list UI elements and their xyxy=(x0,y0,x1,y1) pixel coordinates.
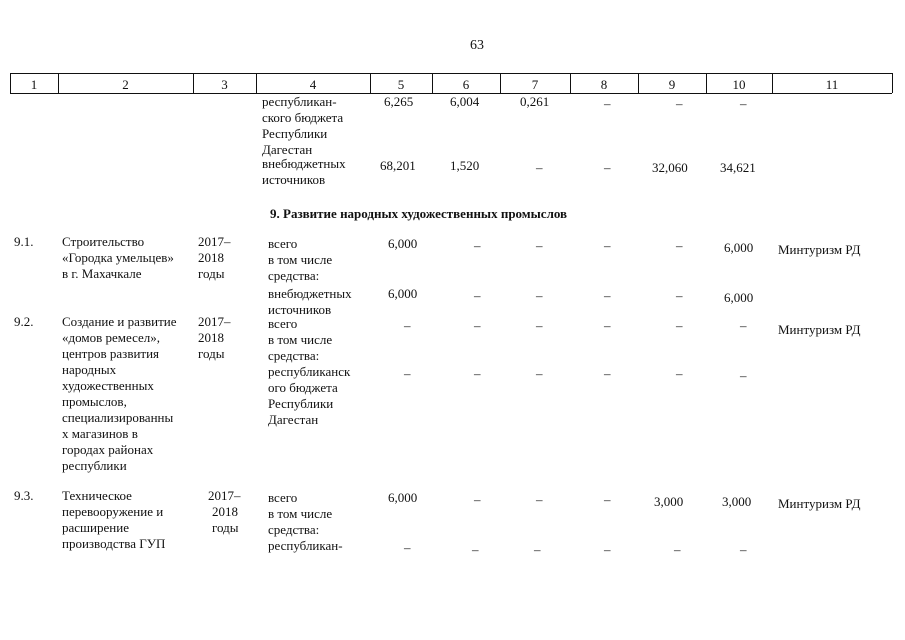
row-desc-line: республиканск xyxy=(268,364,351,379)
row-desc-line: в том числе xyxy=(268,252,333,267)
row-period-line: 2018 xyxy=(198,250,224,265)
row-desc-line: в том числе xyxy=(268,506,333,521)
col-divider xyxy=(892,73,893,93)
row-value: – xyxy=(676,318,683,333)
row-value: – xyxy=(474,318,481,333)
row-value: – xyxy=(740,368,747,383)
row-value: 6,000 xyxy=(724,240,754,255)
row-value: – xyxy=(536,492,543,507)
row-name-line: республики xyxy=(62,458,127,473)
row-desc-line: ого бюджета xyxy=(268,380,338,395)
row-period-line: 2017– xyxy=(198,314,231,329)
row-value: – xyxy=(604,366,611,381)
row-value: 6,000 xyxy=(388,490,418,505)
row-desc-line: средства: xyxy=(268,522,320,537)
row-value: 3,000 xyxy=(722,494,752,509)
row-executor: Минтуризм РД xyxy=(778,322,861,337)
row-desc-line: источников xyxy=(268,302,332,317)
carry-value: 68,201 xyxy=(380,158,416,173)
row-period-line: 2017– xyxy=(208,488,241,503)
page-number: 63 xyxy=(470,38,484,53)
row-name-line: перевооружение и xyxy=(62,504,164,519)
row-name-line: производства ГУП xyxy=(62,536,166,551)
row-name-line: народных xyxy=(62,362,117,377)
row-value: – xyxy=(604,542,611,557)
row-executor: Минтуризм РД xyxy=(778,242,861,257)
row-value: 6,000 xyxy=(388,286,418,301)
row-executor: Минтуризм РД xyxy=(778,496,861,511)
row-value: – xyxy=(474,238,481,253)
column-header: 7 xyxy=(531,77,539,92)
carry-desc-line: внебюджетных xyxy=(262,156,346,171)
column-header: 11 xyxy=(825,77,839,92)
row-value: – xyxy=(474,288,481,303)
row-desc-line: Республики xyxy=(268,396,334,411)
row-value: – xyxy=(536,238,543,253)
row-value: – xyxy=(676,366,683,381)
row-period-line: 2018 xyxy=(212,504,238,519)
carry-value: – xyxy=(676,96,683,111)
row-desc-line: внебюджетных xyxy=(268,286,352,301)
row-number: 9.1. xyxy=(14,234,34,249)
row-value: – xyxy=(676,238,683,253)
row-name-line: Создание и развитие xyxy=(62,314,177,329)
row-name-line: Техническое xyxy=(62,488,132,503)
row-value: – xyxy=(472,542,479,557)
row-value: – xyxy=(536,288,543,303)
column-header: 8 xyxy=(600,77,608,92)
row-value: – xyxy=(604,318,611,333)
row-name-line: х магазинов в xyxy=(62,426,138,441)
column-header: 6 xyxy=(462,77,470,92)
section-heading: 9. Развитие народных художественных промыслов xyxy=(270,206,568,221)
row-name-line: Строительство xyxy=(62,234,145,249)
column-header: 10 xyxy=(732,77,746,92)
row-name-line: расширение xyxy=(62,520,129,535)
row-desc-line: всего xyxy=(268,490,298,505)
row-name-line: в г. Махачкале xyxy=(62,266,142,281)
row-desc-line: всего xyxy=(268,316,298,331)
row-desc-line: всего xyxy=(268,236,298,251)
row-value: – xyxy=(604,238,611,253)
row-period-line: 2018 xyxy=(198,330,224,345)
row-name-line: городах районах xyxy=(62,442,154,457)
column-header: 9 xyxy=(668,77,676,92)
row-name-line: центров развития xyxy=(62,346,160,361)
column-header: 1 xyxy=(30,77,38,92)
carry-desc-line: источников xyxy=(262,172,326,187)
row-value: – xyxy=(604,492,611,507)
row-value: – xyxy=(740,542,747,557)
column-header: 5 xyxy=(397,77,405,92)
row-period-line: годы xyxy=(198,346,225,361)
column-header: 2 xyxy=(122,77,129,92)
carry-desc-line: Республики xyxy=(262,126,328,141)
row-name-line: «Городка умельцев» xyxy=(62,250,174,265)
row-value: – xyxy=(404,366,411,381)
row-value: – xyxy=(674,542,681,557)
row-value: – xyxy=(404,318,411,333)
carry-value: 6,004 xyxy=(450,94,480,109)
row-name-line: художественных xyxy=(62,378,154,393)
column-header: 4 xyxy=(309,77,317,92)
carry-value: 6,265 xyxy=(384,94,414,109)
row-desc-line: Дагестан xyxy=(268,412,319,427)
carry-value: – xyxy=(536,160,543,175)
row-value: – xyxy=(740,318,747,333)
row-value: 3,000 xyxy=(654,494,684,509)
row-value: – xyxy=(604,288,611,303)
row-value: – xyxy=(474,492,481,507)
row-desc-line: средства: xyxy=(268,348,320,363)
carry-value: 0,261 xyxy=(520,94,550,109)
carry-value: – xyxy=(604,96,611,111)
carry-value: – xyxy=(604,160,611,175)
row-period-line: годы xyxy=(198,266,225,281)
carry-desc-line: республикан- xyxy=(262,94,337,109)
row-desc-line: средства: xyxy=(268,268,320,283)
row-value: – xyxy=(676,288,683,303)
row-value: – xyxy=(404,540,411,555)
row-number: 9.2. xyxy=(14,314,34,329)
column-header: 3 xyxy=(221,77,228,92)
row-desc-line: в том числе xyxy=(268,332,333,347)
carry-desc-line: Дагестан xyxy=(262,142,313,157)
header-top-rule xyxy=(10,73,892,74)
row-period-line: годы xyxy=(212,520,239,535)
row-number: 9.3. xyxy=(14,488,34,503)
row-value: 6,000 xyxy=(724,290,754,305)
row-period-line: 2017– xyxy=(198,234,231,249)
row-value: 6,000 xyxy=(388,236,418,251)
row-name-line: «домов ремесел», xyxy=(62,330,161,345)
row-desc-line: республикан- xyxy=(268,538,343,553)
row-name-line: промыслов, xyxy=(62,394,127,409)
carry-value: 32,060 xyxy=(652,160,688,175)
row-name-line: специализированны xyxy=(62,410,174,425)
row-value: – xyxy=(536,366,543,381)
row-value: – xyxy=(474,366,481,381)
carry-value: 1,520 xyxy=(450,158,480,173)
row-value: – xyxy=(536,318,543,333)
carry-value: 34,621 xyxy=(720,160,756,175)
carry-desc-line: ского бюджета xyxy=(262,110,344,125)
row-value: – xyxy=(534,542,541,557)
carry-value: – xyxy=(740,96,747,111)
